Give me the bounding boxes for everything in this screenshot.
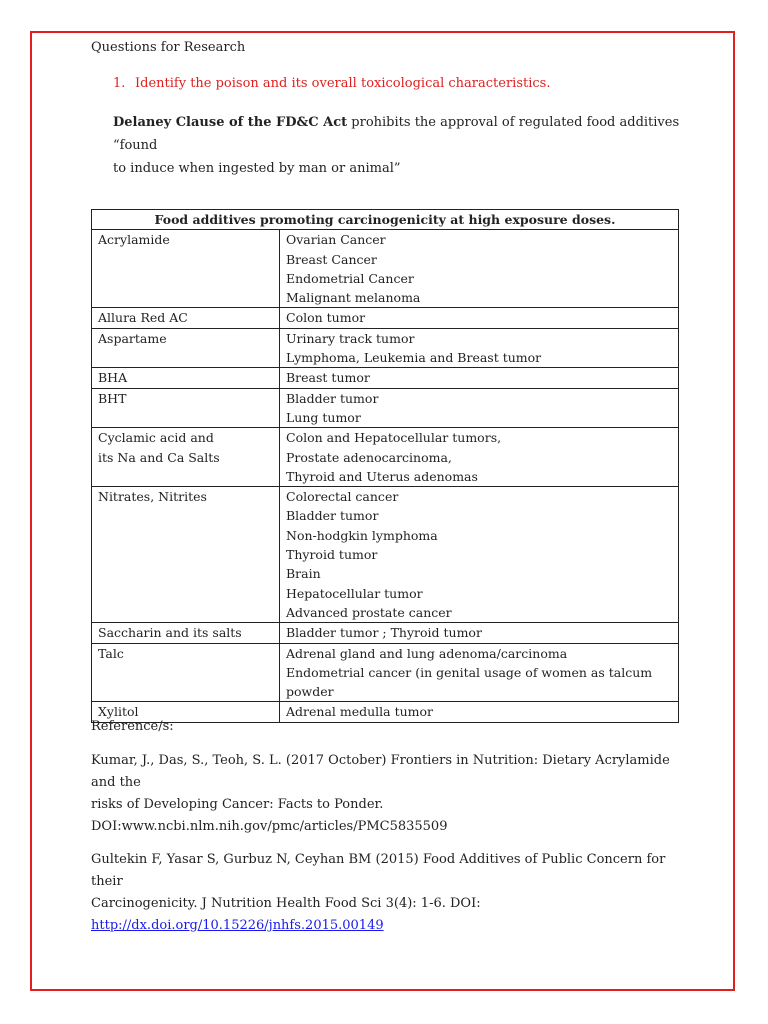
table-row [92, 230, 679, 308]
effects-cell [280, 230, 679, 308]
additive-name: Aspartame [98, 330, 167, 346]
reference-2-line-2: Carcinogenicity. J Nutrition Health Food Sci 3(4): 1-6. DOI: [91, 896, 481, 911]
effect-item: Advanced prostate cancer [286, 604, 452, 620]
effect-item: Ovarian Cancer [286, 232, 386, 248]
additives-table [91, 209, 679, 723]
table-row [92, 428, 679, 487]
effect-item: Adrenal medulla tumor [286, 704, 434, 720]
reference-2 [91, 849, 681, 937]
additive-cell [92, 388, 280, 428]
additive-cell [92, 428, 280, 487]
effect-item: Brain [286, 566, 321, 582]
effect-item: Colorectal cancer [286, 489, 399, 505]
page-heading: Questions for Research [91, 40, 246, 55]
table-row [92, 388, 679, 428]
table-row [92, 643, 679, 702]
reference-1-doi: DOI:www.ncbi.nlm.nih.gov/pmc/articles/PMC5835509 [91, 819, 448, 834]
additive-cell [92, 328, 280, 368]
additive-name: BHT [98, 390, 127, 406]
table-body [92, 230, 679, 722]
delaney-clause-text-2: to induce when ingested by man or animal” [113, 161, 401, 176]
effect-item: Endometrial Cancer [286, 270, 414, 286]
question-number: 1. [113, 76, 126, 91]
effect-item: Colon and Hepatocellular tumors, [286, 430, 502, 446]
effects-cell [280, 328, 679, 368]
additive-cell [92, 230, 280, 308]
reference-1 [91, 750, 681, 838]
additive-name: Saccharin and its salts [98, 625, 242, 641]
effect-item: Breast tumor [286, 370, 370, 386]
additive-name: Cyclamic acid and [98, 430, 214, 446]
delaney-clause-paragraph [113, 111, 683, 180]
effect-item: Thyroid and Uterus adenomas [286, 468, 478, 484]
effect-item: Breast Cancer [286, 251, 377, 267]
table-row [92, 487, 679, 623]
additive-cell [92, 487, 280, 623]
delaney-clause-text: prohibits the approval of regulated food additives “found [113, 115, 680, 153]
additive-name: Talc [98, 645, 124, 661]
effect-item: Adrenal gland and lung adenoma/carcinoma [286, 645, 568, 661]
effects-cell [280, 487, 679, 623]
effect-item: Bladder tumor ; Thyroid tumor [286, 625, 482, 641]
effects-cell [280, 308, 679, 328]
additive-name: BHA [98, 370, 128, 386]
effect-item: Bladder tumor [286, 390, 379, 406]
table-row [92, 328, 679, 368]
additive-cell [92, 368, 280, 388]
delaney-clause-title: Delaney Clause of the FD&C Act [113, 115, 348, 130]
effect-item: Colon tumor [286, 310, 366, 326]
table-row [92, 308, 679, 328]
reference-1-line-2: risks of Developing Cancer: Facts to Ponder. [91, 797, 384, 812]
table-row [92, 368, 679, 388]
additive-name: Nitrates, Nitrites [98, 489, 207, 505]
effect-item: Malignant melanoma [286, 290, 421, 306]
effect-item: Bladder tumor [286, 508, 379, 524]
references-label: Reference/s: [91, 719, 174, 734]
effect-item: Hepatocellular tumor [286, 585, 423, 601]
research-question-1 [113, 76, 550, 91]
question-text: Identify the poison and its overall toxicological characteristics. [135, 76, 551, 91]
reference-2-doi-link[interactable]: http://dx.doi.org/10.15226/jnhfs.2015.00149 [91, 918, 384, 933]
effect-item: powder [286, 684, 334, 700]
effects-cell [280, 428, 679, 487]
effect-item: Urinary track tumor [286, 330, 415, 346]
additive-name: Allura Red AC [98, 310, 188, 326]
reference-1-line-1: Kumar, J., Das, S., Teoh, S. L. (2017 October) Frontiers in Nutrition: Dietary Acrylamide and the [91, 753, 670, 790]
additive-name: Xylitol [98, 704, 139, 720]
effects-cell [280, 643, 679, 702]
effect-item: Non-hodgkin lymphoma [286, 527, 438, 543]
effect-item: Prostate adenocarcinoma, [286, 449, 452, 465]
additive-cell [92, 643, 280, 702]
references-section [91, 716, 681, 948]
effect-item: Endometrial cancer (in genital usage of women as talcum [286, 664, 653, 680]
additive-name: its Na and Ca Salts [98, 449, 220, 465]
table-title: Food additives promoting carcinogenicity at high exposure doses. [92, 210, 679, 230]
effect-item: Thyroid tumor [286, 547, 378, 563]
additive-name: Acrylamide [98, 232, 170, 248]
reference-2-line-1: Gultekin F, Yasar S, Gurbuz N, Ceyhan BM (2015) Food Additives of Public Concern for their [91, 852, 666, 889]
additive-cell [92, 623, 280, 643]
effects-cell [280, 368, 679, 388]
effects-cell [280, 623, 679, 643]
effect-item: Lymphoma, Leukemia and Breast tumor [286, 350, 542, 366]
additive-cell [92, 308, 280, 328]
table-row [92, 623, 679, 643]
effects-cell [280, 388, 679, 428]
effect-item: Lung tumor [286, 409, 361, 425]
